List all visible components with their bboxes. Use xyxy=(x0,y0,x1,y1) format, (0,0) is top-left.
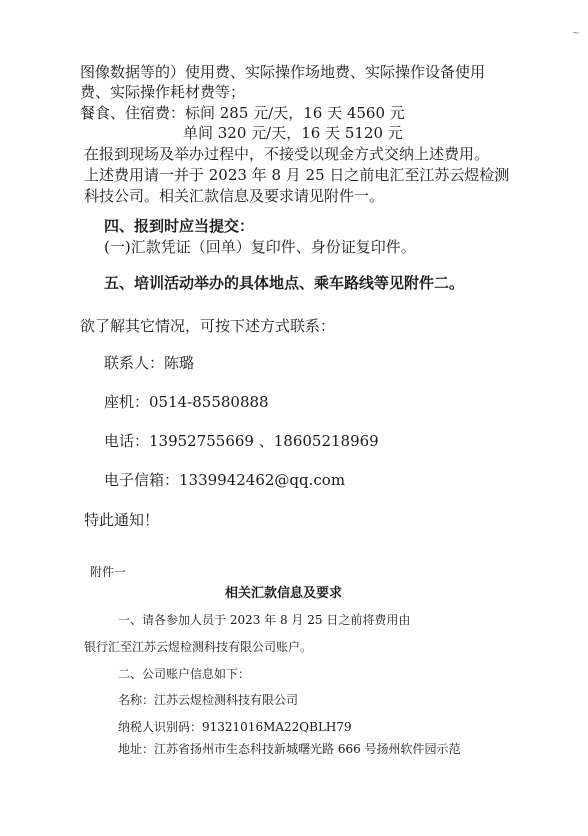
contact-landline: 座机：0514-85580888 xyxy=(104,393,269,411)
notice-closing: 特此通知！ xyxy=(84,511,160,529)
contact-phone: 电话：13952755669 、18605218969 xyxy=(104,432,379,450)
appendix-item-1-line-1: 一、请各参加人员于 2023 年 8 月 25 日之前将费用由 xyxy=(118,613,411,627)
section-4-item: (一)汇款凭证（回单）复印件、身份证复印件。 xyxy=(104,238,416,256)
tax-id: 纳税人识别码：91321016MA22QBLH79 xyxy=(118,720,352,734)
meals-line-1: 餐食、住宿费：标间 285 元/天，16 天 4560 元 xyxy=(80,104,405,122)
contact-intro: 欲了解其它情况，可按下述方式联系： xyxy=(80,317,336,335)
section-4-heading: 四、报到时应当提交： xyxy=(104,217,255,235)
appendix-label: 附件一 xyxy=(90,565,127,579)
account-address: 地址：江苏省扬州市生态科技新城曙光路 666 号扬州软件园示范 xyxy=(118,742,461,756)
appendix-item-1-line-2: 银行汇至江苏云煜检测科技有限公司账户。 xyxy=(84,640,313,654)
contact-email: 电子信箱：1339942462@qq.com xyxy=(104,471,346,489)
appendix-title: 相关汇款信息及要求 xyxy=(225,586,343,601)
meals-line-2: 单间 320 元/天，16 天 5120 元 xyxy=(183,124,403,142)
section-5-heading: 五、培训活动举办的具体地点、乘车路线等见附件二。 xyxy=(104,274,465,292)
cash-note: 在报到现场及举办过程中，不接受以现金方式交纳上述费用。 xyxy=(84,145,490,163)
fees-line-2: 费、实际操作耗材费等； xyxy=(80,83,246,101)
transfer-line-1: 上述费用请一并于 2023 年 8 月 25 日之前电汇至江苏云煜检测 xyxy=(84,166,510,184)
appendix-item-2: 二、公司账户信息如下： xyxy=(118,667,251,681)
corner-mark: ~ xyxy=(571,28,580,39)
fees-line-1: 图像数据等的）使用费、实际操作场地费、实际操作设备使用 xyxy=(80,63,486,81)
account-name: 名称：江苏云煜检测科技有限公司 xyxy=(118,693,299,707)
contact-person: 联系人：陈璐 xyxy=(104,354,195,372)
transfer-line-2: 科技公司。相关汇款信息及要求请见附件一。 xyxy=(84,187,385,205)
